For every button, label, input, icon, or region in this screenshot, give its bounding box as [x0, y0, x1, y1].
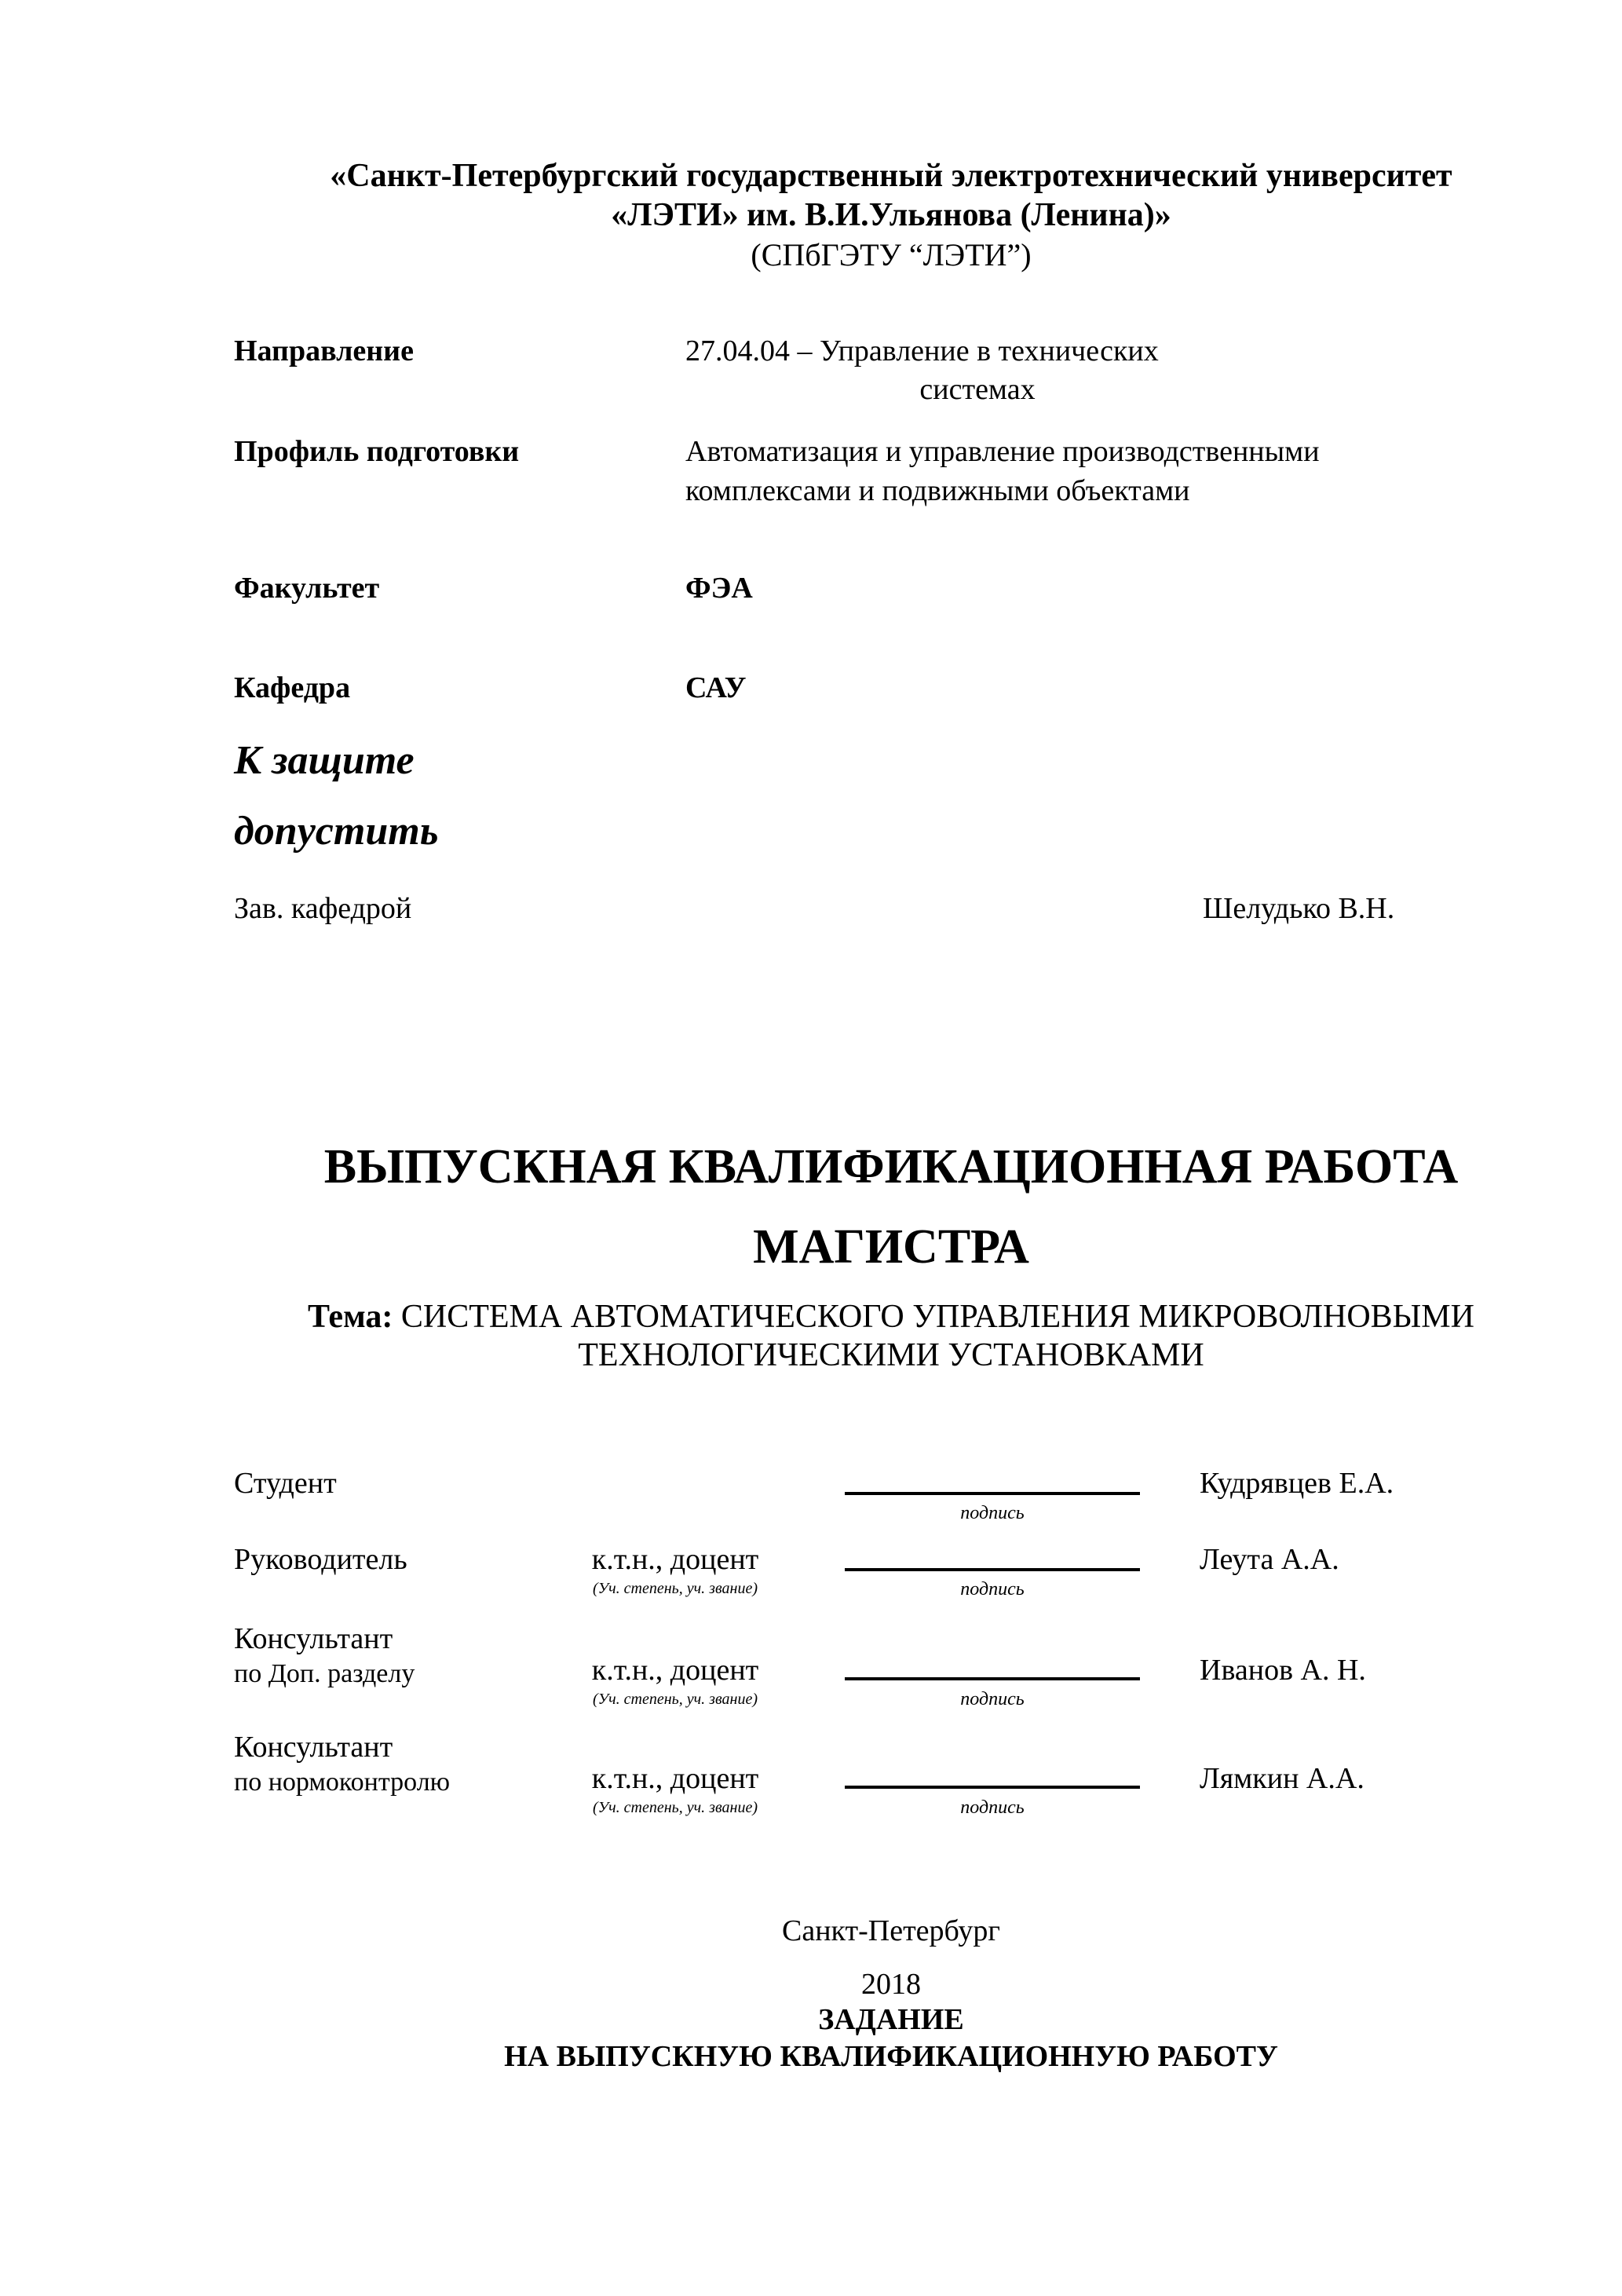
topic-label: Тема: — [308, 1299, 393, 1335]
head-of-department-label: Зав. кафедрой — [234, 892, 412, 925]
topic-line1 — [0, 1300, 1622, 1333]
signature-role-sub: по нормоконтролю — [234, 1768, 451, 1797]
university-name-line2: «ЛЭТИ» им. В.И.Ульянова (Ленина)» — [611, 197, 1171, 233]
signature-caption: подпись — [960, 1797, 1025, 1818]
signature-caption: подпись — [960, 1689, 1025, 1709]
topic-text-line1: СИСТЕМА АВТОМАТИЧЕСКОГО УПРАВЛЕНИЯ МИКРОВОЛНОВЫМИ — [400, 1299, 1474, 1335]
faculty-value: ФЭА — [685, 572, 753, 605]
degree-caption: (Уч. степень, уч. звание) — [593, 1580, 758, 1597]
degree-caption: (Уч. степень, уч. звание) — [593, 1799, 758, 1816]
signature-role: Руководитель — [234, 1543, 407, 1576]
work-title-line1: ВЫПУСКНАЯ КВАЛИФИКАЦИОННАЯ РАБОТА — [323, 1140, 1459, 1194]
signature-line[interactable] — [845, 1677, 1140, 1680]
signature-line[interactable] — [845, 1786, 1140, 1789]
direction-label: Направление — [234, 335, 414, 367]
signature-role-sub: по Доп. разделу — [234, 1659, 415, 1688]
department-value: САУ — [685, 671, 747, 704]
signature-name: Леута А.А. — [1200, 1543, 1339, 1576]
signature-caption: подпись — [960, 1503, 1025, 1523]
approval-line2: допустить — [234, 809, 439, 854]
profile-value-line1: Автоматизация и управление производственными — [685, 435, 1320, 468]
task-title-line1: ЗАДАНИЕ — [818, 2003, 964, 2036]
signature-role: Консультант — [234, 1731, 393, 1764]
signature-degree: к.т.н., доцент — [591, 1654, 759, 1687]
university-name-line1: «Санкт-Петербургский государственный электротехнический университет — [330, 158, 1452, 194]
signature-degree: к.т.н., доцент — [591, 1762, 759, 1795]
faculty-label: Факультет — [234, 572, 380, 605]
signature-name: Иванов А. Н. — [1200, 1654, 1366, 1687]
signature-name: Лямкин А.А. — [1200, 1762, 1364, 1795]
signature-line[interactable] — [845, 1492, 1140, 1495]
city: Санкт-Петербург — [781, 1914, 1001, 1947]
signature-degree: к.т.н., доцент — [591, 1543, 759, 1576]
year: 2018 — [861, 1968, 921, 2001]
task-title-line2: НА ВЫПУСКНУЮ КВАЛИФИКАЦИОННУЮ РАБОТУ — [504, 2040, 1278, 2073]
signature-name: Кудрявцев Е.А. — [1200, 1467, 1394, 1500]
signature-role: Консультант — [234, 1622, 393, 1655]
department-label: Кафедра — [234, 671, 351, 704]
topic-text-line2: ТЕХНОЛОГИЧЕСКИМИ УСТАНОВКАМИ — [578, 1337, 1204, 1373]
signature-line[interactable] — [845, 1568, 1140, 1571]
work-title-line2: МАГИСТРА — [753, 1220, 1029, 1274]
direction-value-line2: системах — [919, 373, 1036, 406]
degree-caption: (Уч. степень, уч. звание) — [593, 1691, 758, 1708]
signature-caption: подпись — [960, 1579, 1025, 1600]
profile-label: Профиль подготовки — [234, 435, 520, 468]
signature-role: Студент — [234, 1467, 337, 1500]
profile-value-line2: комплексами и подвижными объектами — [685, 474, 1190, 507]
head-of-department-name: Шелудько В.Н. — [1203, 892, 1395, 925]
approval-line1: К защите — [234, 738, 415, 783]
university-short-name: (СПбГЭТУ “ЛЭТИ”) — [751, 237, 1032, 272]
direction-value-line1: 27.04.04 – Управление в технических — [685, 335, 1159, 367]
